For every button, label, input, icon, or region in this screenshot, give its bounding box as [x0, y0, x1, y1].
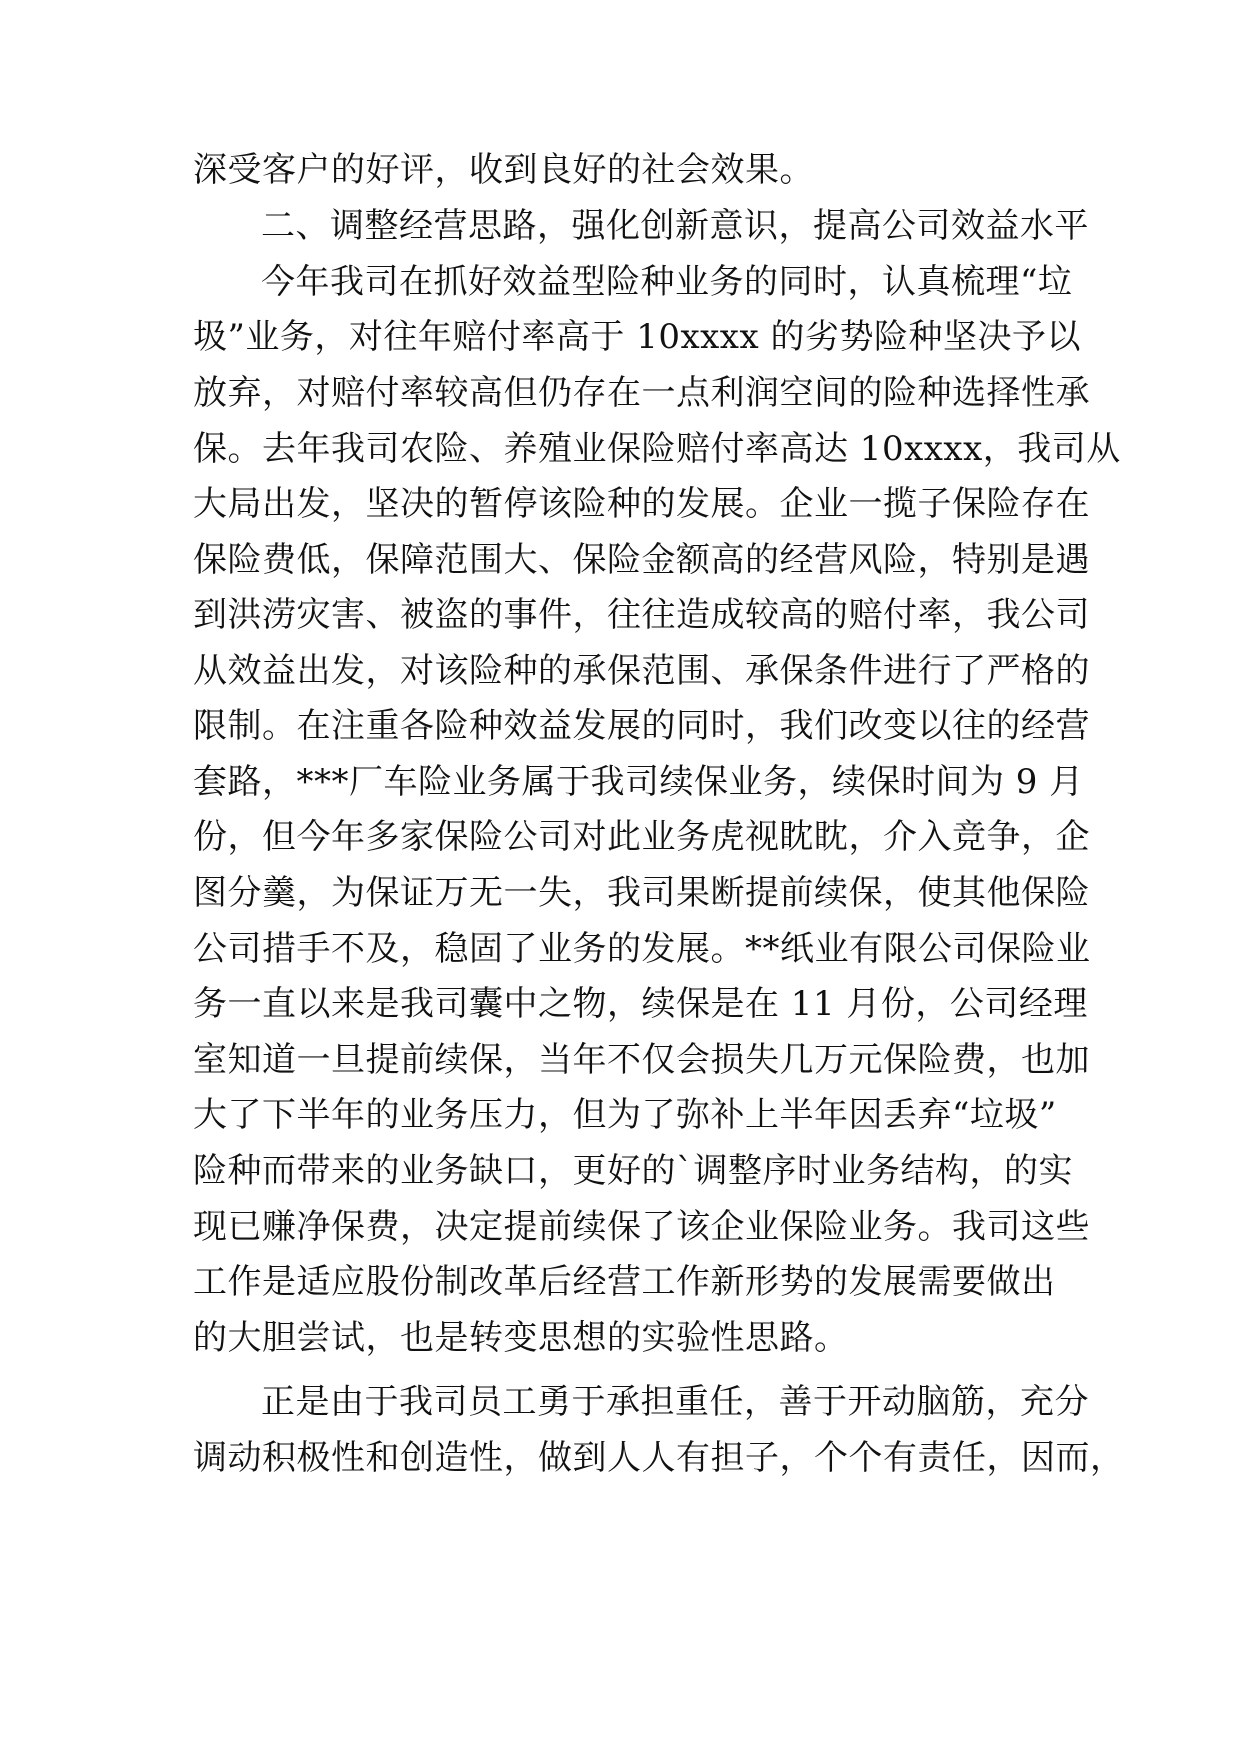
- text-line: 调动积极性和创造性，做到人人有担子，个个有责任，因而，: [193, 1438, 1125, 1478]
- text-line: 保。去年我司农险、养殖业保险赔付率高达 10xxxx，我司从: [193, 429, 1121, 469]
- text-line: 深受客户的好评，收到良好的社会效果。: [193, 150, 814, 190]
- text-line: 现已赚净保费，决定提前续保了该企业保险业务。我司这些: [193, 1207, 1090, 1247]
- text-line: 到洪涝灾害、被盗的事件，往往造成较高的赔付率，我公司: [193, 595, 1090, 635]
- text-line: 室知道一旦提前续保，当年不仅会损失几万元保险费，也加: [193, 1040, 1090, 1080]
- text-line: 份，但今年多家保险公司对此业务虎视眈眈，介入竞争，企: [193, 817, 1090, 857]
- text-line: 套路，***厂车险业务属于我司续保业务，续保时间为 9 月: [193, 762, 1084, 802]
- text-line: 正是由于我司员工勇于承担重任，善于开动脑筋，充分: [261, 1382, 1089, 1422]
- text-line: 大了下半年的业务压力，但为了弥补上半年因丢弃“垃圾”: [193, 1095, 1057, 1135]
- text-line: 限制。在注重各险种效益发展的同时，我们改变以往的经营: [193, 706, 1090, 746]
- text-line: 图分羹，为保证万无一失，我司果断提前续保，使其他保险: [193, 873, 1090, 913]
- text-line: 务一直以来是我司囊中之物，续保是在 11 月份，公司经理: [193, 984, 1088, 1024]
- text-line: 的大胆尝试，也是转变思想的实验性思路。: [193, 1318, 849, 1358]
- text-line: 公司措手不及，稳固了业务的发展。**纸业有限公司保险业: [193, 929, 1091, 969]
- text-line: 险种而带来的业务缺口，更好的`调整序时业务结构，的实: [193, 1151, 1073, 1191]
- text-line: 保险费低，保障范围大、保险金额高的经营风险，特别是遇: [193, 540, 1090, 580]
- text-line: 圾”业务，对往年赔付率高于 10xxxx 的劣势险种坚决予以: [193, 317, 1081, 357]
- text-line: 大局出发，坚决的暂停该险种的发展。企业一揽子保险存在: [193, 484, 1090, 524]
- text-line: 工作是适应股份制改革后经营工作新形势的发展需要做出: [193, 1262, 1056, 1302]
- text-line: 今年我司在抓好效益型险种业务的同时，认真梳理“垃: [261, 262, 1073, 302]
- section-heading: 二、调整经营思路，强化创新意识，提高公司效益水平: [261, 206, 1089, 246]
- text-line: 放弃，对赔付率较高但仍存在一点利润空间的险种选择性承: [193, 373, 1090, 413]
- text-line: 从效益出发，对该险种的承保范围、承保条件进行了严格的: [193, 651, 1090, 691]
